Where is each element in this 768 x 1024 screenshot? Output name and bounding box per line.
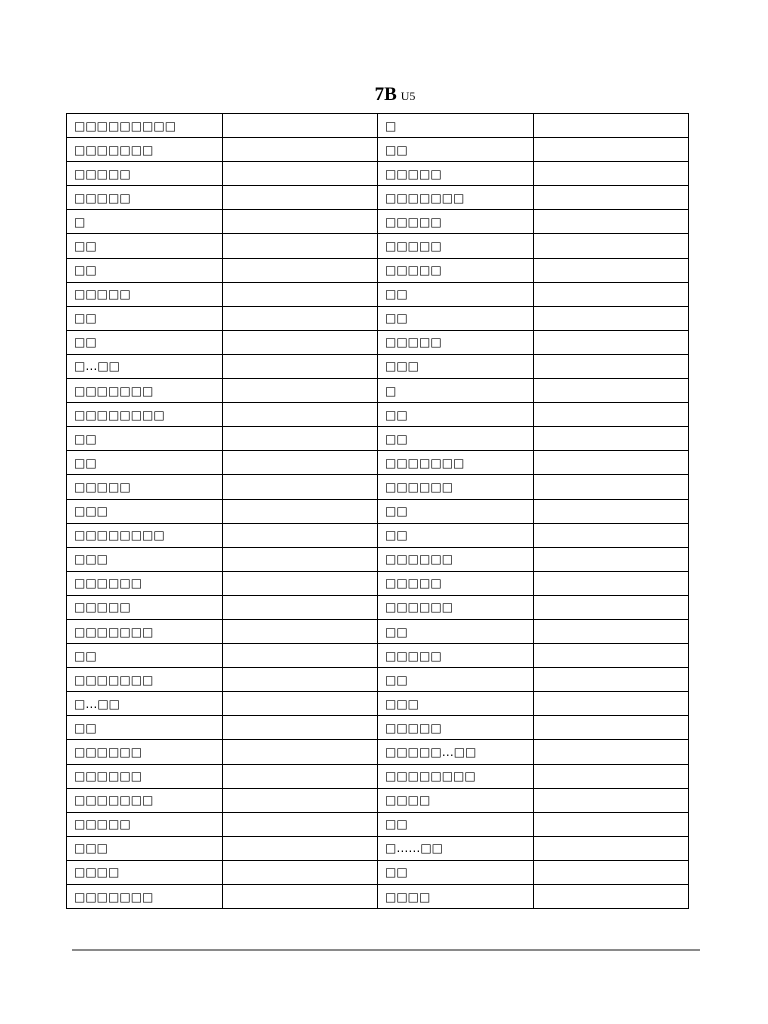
table-row (67, 306, 689, 330)
term-cell: □□□□□ (67, 595, 223, 619)
answer-cell[interactable] (222, 885, 378, 909)
term-cell: □□□□□…□□ (378, 740, 534, 764)
table-row (67, 764, 689, 788)
term-cell: □□□ (67, 836, 223, 860)
term-cell: □□□□□□ (67, 740, 223, 764)
answer-cell[interactable] (533, 186, 689, 210)
answer-cell[interactable] (222, 138, 378, 162)
term-cell: □□ (378, 499, 534, 523)
term-cell: □□ (378, 812, 534, 836)
footer-divider (72, 949, 700, 951)
answer-cell[interactable] (222, 740, 378, 764)
table-row (67, 571, 689, 595)
term-cell: □□□□□□ (378, 595, 534, 619)
term-cell: □□□□□ (378, 644, 534, 668)
term-cell: □□ (378, 138, 534, 162)
term-cell: □□□□□ (378, 571, 534, 595)
term-cell: □□ (378, 403, 534, 427)
term-cell: □□□□□□□ (67, 885, 223, 909)
term-cell: □□□□□□ (378, 475, 534, 499)
answer-cell[interactable] (533, 812, 689, 836)
title-main: 7B (374, 84, 397, 105)
answer-cell[interactable] (533, 354, 689, 378)
table-row (67, 644, 689, 668)
answer-cell[interactable] (222, 644, 378, 668)
term-cell: □□□□□□ (67, 764, 223, 788)
term-cell: □□□□□ (378, 258, 534, 282)
answer-cell[interactable] (533, 234, 689, 258)
table-row (67, 282, 689, 306)
answer-cell[interactable] (222, 595, 378, 619)
table-row (67, 451, 689, 475)
term-cell: □□ (67, 451, 223, 475)
vocabulary-table-body (67, 114, 689, 909)
term-cell: □□ (378, 427, 534, 451)
term-cell: □□□□□ (67, 282, 223, 306)
term-cell: □□□□□□□ (378, 451, 534, 475)
table-row (67, 258, 689, 282)
term-cell: □□□□□ (378, 716, 534, 740)
answer-cell[interactable] (222, 306, 378, 330)
table-row (67, 499, 689, 523)
answer-cell[interactable] (222, 523, 378, 547)
table-row (67, 523, 689, 547)
page-title (0, 84, 768, 106)
term-cell: □□ (67, 234, 223, 258)
answer-cell[interactable] (533, 644, 689, 668)
term-cell: □□□□□ (67, 186, 223, 210)
term-cell: □□ (67, 306, 223, 330)
answer-cell[interactable] (222, 860, 378, 884)
answer-cell[interactable] (533, 716, 689, 740)
term-cell: □□□ (378, 354, 534, 378)
term-cell: □□□□ (378, 788, 534, 812)
answer-cell[interactable] (222, 403, 378, 427)
answer-cell[interactable] (222, 114, 378, 138)
answer-cell[interactable] (222, 427, 378, 451)
term-cell: □□ (378, 619, 534, 643)
table-row (67, 403, 689, 427)
answer-cell[interactable] (533, 282, 689, 306)
answer-cell[interactable] (222, 475, 378, 499)
table-row (67, 354, 689, 378)
answer-cell[interactable] (533, 692, 689, 716)
answer-cell[interactable] (222, 258, 378, 282)
term-cell: □□ (67, 258, 223, 282)
answer-cell[interactable] (533, 764, 689, 788)
answer-cell[interactable] (222, 692, 378, 716)
term-cell: □□□□□ (378, 162, 534, 186)
answer-cell[interactable] (533, 258, 689, 282)
table-row (67, 740, 689, 764)
term-cell: □□ (378, 668, 534, 692)
term-cell: □□□□□□□ (67, 668, 223, 692)
table-row (67, 692, 689, 716)
answer-cell[interactable] (533, 162, 689, 186)
answer-cell[interactable] (533, 885, 689, 909)
term-cell: □□□ (67, 547, 223, 571)
answer-cell[interactable] (533, 138, 689, 162)
table-row (67, 836, 689, 860)
term-cell: □□□□□ (378, 210, 534, 234)
term-cell: □□□□□□□ (67, 619, 223, 643)
answer-cell[interactable] (222, 451, 378, 475)
answer-cell[interactable] (533, 451, 689, 475)
answer-cell[interactable] (533, 740, 689, 764)
answer-cell[interactable] (533, 547, 689, 571)
term-cell: □□□□□ (67, 162, 223, 186)
term-cell: □□□□□□□ (67, 138, 223, 162)
answer-cell[interactable] (222, 186, 378, 210)
term-cell: □□ (378, 523, 534, 547)
answer-cell[interactable] (222, 619, 378, 643)
table-row (67, 210, 689, 234)
term-cell: □□□ (378, 692, 534, 716)
answer-cell[interactable] (222, 668, 378, 692)
term-cell: □ (67, 210, 223, 234)
answer-cell[interactable] (533, 499, 689, 523)
answer-cell[interactable] (533, 668, 689, 692)
answer-cell[interactable] (222, 812, 378, 836)
answer-cell[interactable] (533, 523, 689, 547)
answer-cell[interactable] (533, 836, 689, 860)
answer-cell[interactable] (222, 379, 378, 403)
answer-cell[interactable] (222, 234, 378, 258)
answer-cell[interactable] (533, 306, 689, 330)
term-cell: □□□□□ (378, 330, 534, 354)
table-row (67, 788, 689, 812)
term-cell: □…□□ (67, 692, 223, 716)
term-cell: □□ (67, 644, 223, 668)
term-cell: □□□□□□□□ (67, 403, 223, 427)
table-row (67, 475, 689, 499)
answer-cell[interactable] (222, 354, 378, 378)
table-row (67, 162, 689, 186)
table-row (67, 138, 689, 162)
term-cell: □□□□□ (67, 812, 223, 836)
table-row (67, 330, 689, 354)
table-row (67, 812, 689, 836)
table-row (67, 860, 689, 884)
term-cell: □□□□□□□ (378, 186, 534, 210)
table-row (67, 379, 689, 403)
answer-cell[interactable] (222, 547, 378, 571)
term-cell: □□□□□ (67, 475, 223, 499)
term-cell: □□ (67, 330, 223, 354)
term-cell: □□□□□ (378, 234, 534, 258)
table-row (67, 234, 689, 258)
answer-cell[interactable] (222, 162, 378, 186)
term-cell: □…□□ (67, 354, 223, 378)
answer-cell[interactable] (222, 282, 378, 306)
answer-cell[interactable] (533, 860, 689, 884)
answer-cell[interactable] (533, 619, 689, 643)
term-cell: □□□ (67, 499, 223, 523)
answer-cell[interactable] (533, 379, 689, 403)
term-cell: □ (378, 379, 534, 403)
table-row (67, 427, 689, 451)
term-cell: □□□□□□□ (67, 379, 223, 403)
answer-cell[interactable] (222, 716, 378, 740)
term-cell: □□ (378, 282, 534, 306)
answer-cell[interactable] (533, 427, 689, 451)
answer-cell[interactable] (533, 475, 689, 499)
answer-cell[interactable] (222, 836, 378, 860)
answer-cell[interactable] (222, 210, 378, 234)
answer-cell[interactable] (222, 764, 378, 788)
answer-cell[interactable] (533, 330, 689, 354)
answer-cell[interactable] (533, 210, 689, 234)
term-cell: □ (378, 114, 534, 138)
table-row (67, 716, 689, 740)
answer-cell[interactable] (222, 330, 378, 354)
term-cell: □□□□□□ (378, 547, 534, 571)
table-row (67, 595, 689, 619)
table-row (67, 619, 689, 643)
term-cell: □□□□□□□□ (378, 764, 534, 788)
term-cell: □□□□ (67, 860, 223, 884)
term-cell: □□ (378, 860, 534, 884)
vocabulary-table (66, 113, 689, 909)
answer-cell[interactable] (222, 788, 378, 812)
answer-cell[interactable] (533, 114, 689, 138)
table-row (67, 114, 689, 138)
term-cell: □……□□ (378, 836, 534, 860)
table-row (67, 668, 689, 692)
term-cell: □□ (378, 306, 534, 330)
answer-cell[interactable] (222, 571, 378, 595)
answer-cell[interactable] (533, 403, 689, 427)
term-cell: □□ (67, 716, 223, 740)
term-cell: □□□□□□ (67, 571, 223, 595)
table-row (67, 885, 689, 909)
answer-cell[interactable] (533, 788, 689, 812)
table-row (67, 547, 689, 571)
term-cell: □□□□□□□□□ (67, 114, 223, 138)
title-sub: U5 (400, 89, 416, 103)
term-cell: □□□□□□□□ (67, 523, 223, 547)
term-cell: □□ (67, 427, 223, 451)
answer-cell[interactable] (222, 499, 378, 523)
answer-cell[interactable] (533, 571, 689, 595)
table-row (67, 186, 689, 210)
term-cell: □□□□□□□ (67, 788, 223, 812)
answer-cell[interactable] (533, 595, 689, 619)
term-cell: □□□□ (378, 885, 534, 909)
